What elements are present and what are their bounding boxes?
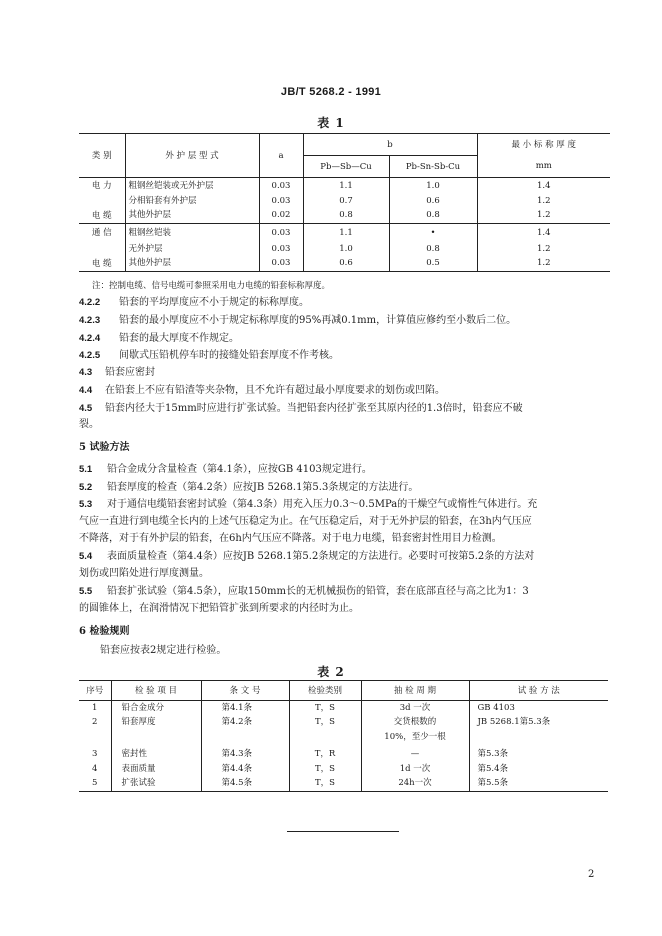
t2-cell-period-cont: 10%，至少一根 (361, 729, 469, 746)
section5-title: 5 试验方法 (79, 442, 130, 453)
t1-cell-min: 1.2 (536, 195, 551, 206)
t2-head-clause: 条 文 号 (201, 681, 289, 701)
clause-number: 5.2 (79, 482, 93, 493)
t1-cell-b1: 1.1 (303, 178, 389, 194)
t1-cell-b1: 0.8 (303, 208, 389, 224)
clause-text: 铅合金成分含量检查（第4.1条），应按GB 4103规定进行。 (107, 464, 372, 475)
t2-cell-period: 1d 一次 (361, 762, 469, 776)
clause-4-4 (79, 383, 445, 399)
clause-5-3 (79, 497, 537, 513)
t1-cell-b2: 1.0 (389, 178, 477, 194)
t1-cell-min: 1.4 (536, 180, 551, 191)
clause-5-4 (79, 549, 534, 565)
clause-text: 在铅套上不应有铅渣等夹杂物，且不允许有超过最小厚度要求的划伤或凹陷。 (105, 385, 445, 396)
clause-text: 间歇式压铅机停车时的接缝处铅套厚度不作考核。 (119, 350, 339, 361)
t2-cell-category: T，S (289, 762, 361, 776)
t2-cell-no: 4 (79, 762, 111, 776)
t1-cell-b1: 0.6 (303, 256, 389, 272)
t1-cell-b2: • (389, 224, 477, 242)
clause-number: 5.1 (79, 464, 93, 475)
t1-head-outer: 外 护 层 型 式 (125, 134, 259, 178)
table2-header-row (79, 681, 608, 701)
t2-cell-method: GB 4103 (477, 702, 515, 713)
t2-cell-method: 第5.5条 (477, 778, 509, 789)
t1-cell-b2: 0.8 (389, 242, 477, 256)
t2-cell-no: 3 (79, 746, 111, 762)
table-row (79, 194, 610, 208)
clause-number: 5.3 (79, 499, 93, 510)
clause-number: 4.2.2 (79, 297, 101, 308)
t1-cell-a: 0.03 (259, 178, 303, 194)
t2-cell-method: 第5.3条 (477, 748, 509, 759)
t1-cell-min: 1.4 (536, 227, 551, 238)
t1-cat-comm-bottom: 电 缆 (79, 256, 125, 272)
clause-number: 4.4 (79, 385, 93, 396)
t1-head-pbsnsbcu: Pb-Sn-Sb-Cu (389, 156, 477, 178)
section6-intro: 铅套应按表2规定进行检验。 (100, 645, 227, 656)
t2-cell-no: 5 (79, 776, 111, 792)
t1-cell-min: 1.2 (536, 258, 551, 269)
t2-cell-period: 24h一次 (361, 776, 469, 792)
t2-cell-item: 表面质量 (111, 762, 201, 776)
t1-cell-type: 其他外护层 (125, 208, 259, 224)
end-divider (287, 831, 399, 832)
clause-4-5-continued: 裂。 (79, 419, 99, 430)
t1-cell-b1: 1.0 (303, 242, 389, 256)
section6-title: 6 检验规则 (79, 626, 130, 637)
table-row (79, 746, 608, 762)
t1-cat-power-top: 电 力 (79, 178, 125, 194)
clause-4-2-2 (79, 295, 309, 311)
t1-cell-b1: 1.1 (303, 224, 389, 242)
table1 (79, 133, 610, 272)
table-row (79, 208, 610, 224)
t1-cell-a: 0.02 (259, 208, 303, 224)
clause-number: 4.2.3 (79, 315, 101, 326)
clause-text: 铅套内径大于15mm时应进行扩张试验。当把铅套内径扩张至其原内径的1.3倍时，铅套应不破 (105, 403, 523, 414)
t1-cell-type: 粗钢丝铠装 (125, 224, 259, 242)
clause-5-5 (79, 584, 529, 600)
document-header: JB/T 5268.2 - 1991 (280, 86, 382, 98)
clause-4-2-5 (79, 348, 339, 364)
t1-cat-power-bottom: 电 缆 (79, 208, 125, 224)
table-row (79, 729, 608, 746)
clause-4-2-4 (79, 331, 239, 347)
table-row (79, 178, 610, 194)
table-row (79, 762, 608, 776)
t1-cell-a: 0.03 (259, 194, 303, 208)
clause-text: 铅套的平均厚度应不小于规定的标称厚度。 (119, 297, 309, 308)
t1-cell-a: 0.03 (259, 242, 303, 256)
t1-head-mm: mm (477, 156, 610, 178)
table2-title: 表 2 (317, 665, 345, 679)
t1-cell-b2: 0.5 (389, 256, 477, 272)
table1-note: 注：控制电缆、信号电缆可参照采用电力电缆的铅套标称厚度。 (92, 281, 331, 291)
clause-5-3-line2: 气应一直进行到电缆全长内的上述气压稳定为止。在气压稳定后，对于无外护层的铅套，在3h内气压应 (79, 516, 532, 527)
table1-title: 表 1 (317, 116, 345, 130)
table2 (79, 680, 608, 792)
t2-cell-category: T，R (289, 746, 361, 762)
t2-cell-clause: 第4.3条 (201, 746, 289, 762)
t1-cell-type: 分相铅套有外护层 (125, 194, 259, 208)
t2-cell-category: T，S (289, 701, 361, 715)
clause-4-5 (79, 401, 523, 417)
clause-number: 5.5 (79, 586, 93, 597)
t1-cell-type: 粗钢丝铠装或无外护层 (125, 178, 259, 194)
t1-cell-a: 0.03 (259, 224, 303, 242)
t2-cell-item: 密封性 (111, 746, 201, 762)
clause-text: 铅套的最大厚度不作规定。 (119, 333, 239, 344)
t2-cell-item: 铅合金成分 (111, 701, 201, 715)
t2-head-category: 检验类别 (289, 681, 361, 701)
t2-cell-period: 交货根数的 (361, 715, 469, 729)
t1-cell-a: 0.03 (259, 256, 303, 272)
clause-text: 铅套厚度的检查（第4.2条）应按JB 5268.1第5.3条规定的方法进行。 (107, 482, 419, 493)
t2-head-period: 抽 检 周 期 (361, 681, 469, 701)
t1-cell-b2: 0.8 (389, 208, 477, 224)
t1-cat-comm-top: 通 信 (79, 224, 125, 242)
t2-cell-clause: 第4.4条 (201, 762, 289, 776)
t2-head-item: 检 验 项 目 (111, 681, 201, 701)
page-number: 2 (588, 869, 595, 880)
table-row (79, 242, 610, 256)
t2-cell-clause: 第4.2条 (201, 715, 289, 729)
t2-cell-item: 铅套厚度 (111, 715, 201, 729)
t2-cell-period: 3d 一次 (361, 701, 469, 715)
table-row (79, 224, 610, 242)
clause-5-1 (79, 462, 372, 478)
clause-4-3 (79, 365, 155, 381)
table-row (79, 256, 610, 272)
clause-text: 对于通信电缆铅套密封试验（第4.3条）用充入压力0.3～0.5MPa的干燥空气或惰性气体进行。充 (107, 499, 538, 510)
t2-cell-category: T，S (289, 715, 361, 729)
table-row (79, 776, 608, 792)
clause-number: 4.2.5 (79, 350, 101, 361)
clause-text: 铅套应密封 (105, 367, 155, 378)
t1-cell-b2: 0.6 (389, 194, 477, 208)
table-row (79, 715, 608, 729)
t1-head-min: 最 小 标 称 厚 度 (511, 139, 576, 150)
t2-cell-method: 第5.4条 (477, 763, 509, 774)
t1-head-type: 类 别 (79, 134, 125, 178)
t1-cell-min: 1.2 (536, 243, 551, 254)
clause-5-4-line2: 划伤或凹陷处进行厚度测量。 (79, 568, 209, 579)
t1-head-pbsbcu: Pb—Sb—Cu (303, 156, 389, 178)
clause-number: 4.2.4 (79, 333, 101, 344)
clause-number: 4.5 (79, 403, 93, 414)
t1-cell-type: 其他外护层 (125, 256, 259, 272)
clause-4-2-3 (79, 313, 516, 329)
clause-number: 4.3 (79, 367, 93, 378)
t2-cell-clause: 第4.5条 (201, 776, 289, 792)
t2-cell-method: JB 5268.1第5.3条 (477, 716, 551, 727)
t2-cell-no: 2 (79, 715, 111, 729)
t2-head-no: 序号 (79, 681, 111, 701)
t2-cell-no: 1 (79, 701, 111, 715)
clause-number: 5.4 (79, 551, 93, 562)
clause-text: 铅套的最小厚度应不小于规定标称厚度的95%再减0.1mm，计算值应修约至小数后二位。 (119, 315, 517, 326)
table-row (79, 701, 608, 715)
clause-5-5-line2: 的圆锥体上，在润滑情况下把铅管扩张到所要求的内径时为止。 (79, 603, 359, 614)
t2-cell-item: 扩张试验 (111, 776, 201, 792)
t2-cell-category: T，S (289, 776, 361, 792)
t1-cell-type: 无外护层 (125, 242, 259, 256)
t1-cell-min: 1.2 (536, 210, 551, 221)
clause-5-2 (79, 480, 418, 496)
clause-text: 铅套扩张试验（第4.5条），应取150mm长的无机械损伤的铅管，套在底部直径与高之比为1：3 (107, 586, 529, 597)
t1-cell-b1: 0.7 (303, 194, 389, 208)
clause-text: 表面质量检查（第4.4条）应按JB 5268.1第5.2条规定的方法进行。必要时可按第5.2条的方法对 (107, 551, 535, 562)
t2-cell-period: — (361, 746, 469, 762)
t1-head-a: a (259, 134, 303, 178)
t2-head-method: 试 验 方 法 (517, 685, 560, 696)
clause-5-3-line3: 不降落，对于有外护层的铅套，在6h内气压应不降落。对于电力电缆，铅套密封性用目力检测。 (79, 533, 502, 544)
t2-cell-clause: 第4.1条 (201, 701, 289, 715)
t1-head-b: b (303, 134, 477, 156)
